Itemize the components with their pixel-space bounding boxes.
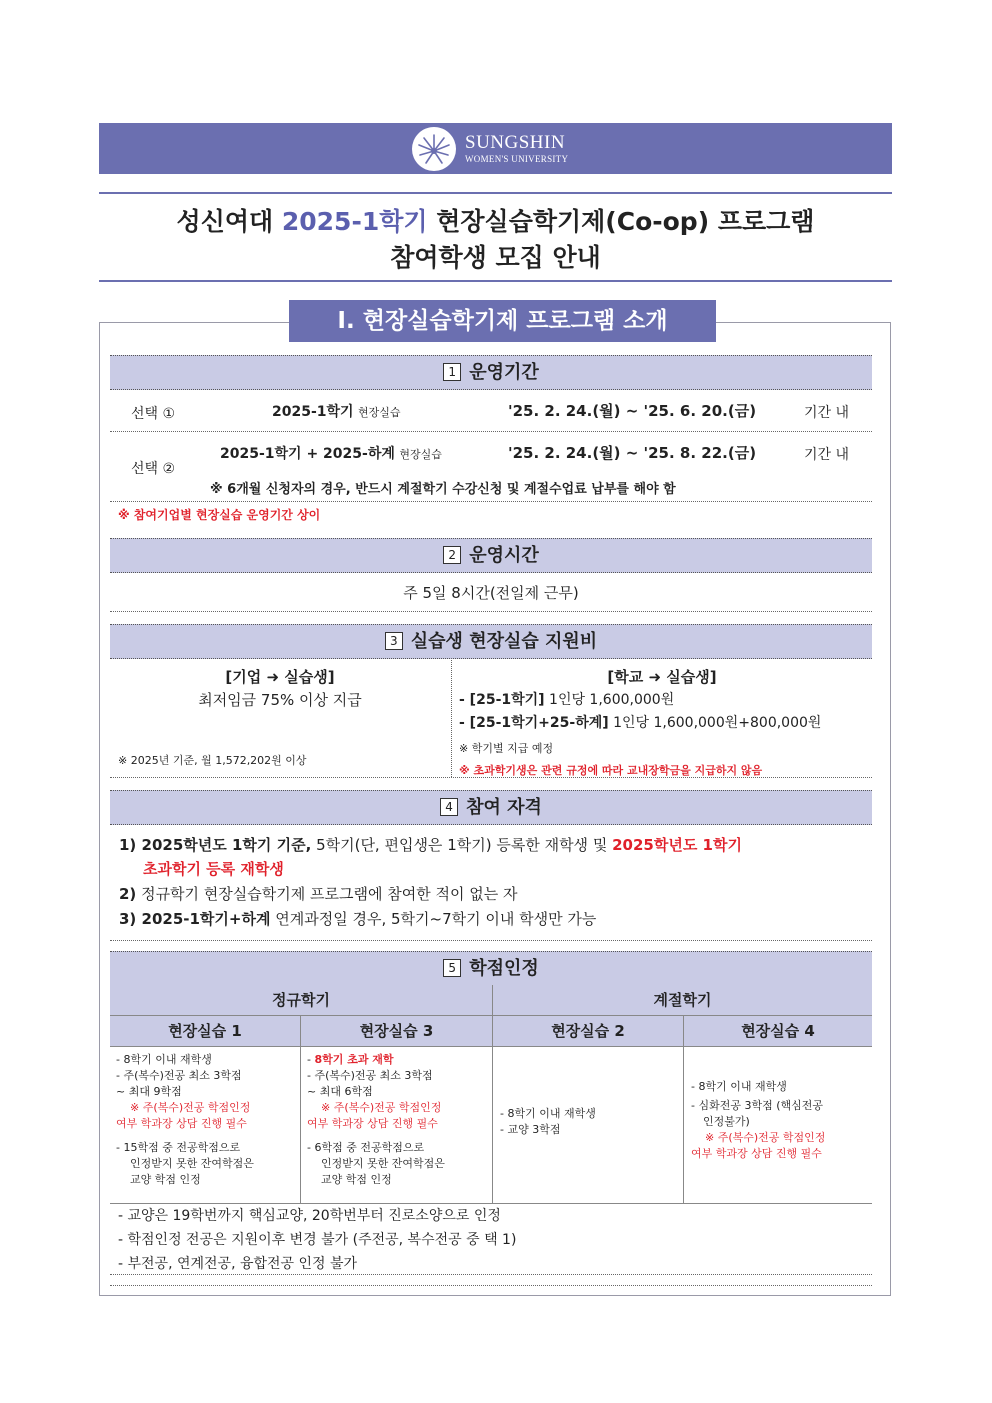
- eligibility-item1-red: 2025학년도 1학기: [612, 836, 742, 854]
- divider: [110, 611, 872, 612]
- support-right-head: [학교 ➜ 실습생]: [607, 668, 717, 686]
- eligibility-number-box: 4: [440, 798, 458, 816]
- divider: [110, 431, 872, 432]
- eligibility-item3-lead: 3) 2025-1학기+하계: [119, 910, 271, 928]
- eligibility-item2-lead: 2): [119, 885, 137, 903]
- support-header: [110, 624, 872, 659]
- logo-name: SUNGSHIN: [465, 132, 566, 153]
- divider: [110, 1285, 872, 1286]
- option1-label: 선택 ①: [131, 406, 176, 422]
- eligibility-item3: [119, 908, 596, 929]
- credit-col2-body: [500, 1106, 596, 1138]
- credit-note-1: - 교양은 19학번까지 핵심교양, 20학번부터 진로소양으로 인정: [118, 1208, 501, 1224]
- credit-col3-red: 여부 학과장 상담 진행 필수: [307, 1117, 438, 1130]
- support-right-line1-label: - [25-1학기]: [459, 692, 545, 708]
- divider: [110, 1274, 872, 1275]
- credit-title: 학점인정: [469, 958, 539, 979]
- eligibility-item1-text: 5학기(단, 편입생은 1학기) 등록한 재학생 및: [316, 836, 608, 854]
- credit-col4-red: ※ 주(복수)전공 학점인정: [705, 1131, 826, 1144]
- credit-note-3: - 부전공, 연계전공, 융합전공 인정 불가: [118, 1256, 358, 1272]
- credit-col4-line: - 심화전공 3학점 (핵심전공: [691, 1099, 824, 1112]
- divider: [110, 1015, 872, 1016]
- credit-col1-line: - 주(복수)전공 최소 3학점: [116, 1069, 242, 1082]
- university-logo-icon: [412, 127, 456, 171]
- credit-divider: [492, 985, 493, 1203]
- support-right-line2-value: 1인당 1,600,000원+800,000원: [613, 715, 822, 731]
- option2-label: 선택 ②: [131, 461, 176, 477]
- option1-term-text: 2025-1학기: [272, 404, 354, 420]
- eligibility-item1: [119, 834, 742, 855]
- credit-col3-line: ~ 최대 6학점: [307, 1085, 373, 1098]
- credit-col4-line: 인정불가): [703, 1115, 750, 1128]
- credit-col4-body: [691, 1079, 825, 1162]
- option1-kind: 현장실습: [358, 406, 401, 419]
- support-right-line1: [459, 689, 674, 709]
- logo-subtitle: WOMEN'S UNIVERSITY: [465, 154, 569, 164]
- eligibility-header: [110, 790, 872, 825]
- title-suffix: 현장실습학기제(Co-op) 프로그램: [436, 207, 815, 236]
- credit-col4-head: 현장실습 4: [684, 1016, 872, 1046]
- hours-text: 주 5일 8시간(전일제 근무): [403, 584, 579, 602]
- support-number-box: 3: [385, 632, 403, 650]
- divider: [110, 777, 872, 778]
- support-left-head: [기업 ➜ 실습생]: [225, 668, 335, 686]
- credit-col1-line: - 8학기 이내 재학생: [116, 1053, 212, 1066]
- credit-divider: [300, 1016, 301, 1203]
- credit-col3-body: [307, 1052, 445, 1188]
- credit-season-head: 계절학기: [493, 985, 872, 1015]
- credit-col3-red: ※ 주(복수)전공 학점인정: [321, 1101, 442, 1114]
- credit-col1-red: 여부 학과장 상담 진행 필수: [116, 1117, 247, 1130]
- period-title: 운영기간: [469, 362, 539, 383]
- credit-col1-line: - 15학점 중 전공학점으로: [116, 1141, 241, 1154]
- credit-col3-line: - 주(복수)전공 최소 3학점: [307, 1069, 433, 1082]
- page-title-line1: [99, 202, 892, 238]
- support-title: 실습생 현장실습 지원비: [410, 631, 598, 652]
- page-title-line2: 참여학생 모집 안내: [390, 243, 601, 272]
- eligibility-item3-text: 연계과정일 경우, 5학기~7학기 이내 학생만 가능: [275, 910, 597, 928]
- title-prefix: 성신여대: [176, 207, 274, 236]
- credit-header: [110, 951, 872, 986]
- credit-col4-line: - 8학기 이내 재학생: [691, 1080, 787, 1093]
- title-divider-bottom: [99, 280, 892, 282]
- option2-kind: 현장실습: [399, 448, 442, 461]
- divider: [110, 501, 872, 502]
- option2-dates: '25. 2. 24.(월) ~ '25. 8. 22.(금): [508, 444, 757, 462]
- title-accent: 2025-1학기: [281, 207, 428, 236]
- credit-col1-line: 교양 학점 인정: [130, 1173, 201, 1186]
- section-title: Ⅰ. 현장실습학기제 프로그램 소개: [289, 300, 716, 342]
- credit-col1-head: 현장실습 1: [110, 1016, 300, 1046]
- option2-tail: 기간 내: [804, 447, 850, 463]
- eligibility-item2-text: 정규학기 현장실습학기제 프로그램에 참여한 적이 없는 자: [141, 885, 518, 903]
- header-banner: [99, 123, 892, 174]
- eligibility-item1-red2: 초과학기 등록 재학생: [143, 860, 284, 878]
- support-right-line1-value: 1인당 1,600,000원: [549, 692, 675, 708]
- support-left-text: 최저임금 75% 이상 지급: [198, 691, 362, 709]
- support-left-note: ※ 2025년 기준, 월 1,572,202원 이상: [118, 754, 307, 767]
- credit-col3-line: 인정받지 못한 잔여학점은: [321, 1157, 445, 1170]
- option1-dates: '25. 2. 24.(월) ~ '25. 6. 20.(금): [508, 402, 757, 420]
- credit-col2-line: - 8학기 이내 재학생: [500, 1107, 596, 1120]
- credit-divider: [683, 1016, 684, 1203]
- credit-col3-red-top: 8학기 초과 재학: [314, 1053, 394, 1066]
- credit-note-2: - 학점인정 전공은 지원이후 변경 불가 (주전공, 복수전공 중 택 1): [118, 1232, 517, 1248]
- support-right-red: ※ 초과학기생은 관련 규정에 따라 교내장학금을 지급하지 않음: [459, 764, 763, 777]
- period-number-box: 1: [443, 363, 461, 381]
- option2-term-text: 2025-1학기 + 2025-하계: [220, 446, 395, 462]
- hours-title: 운영시간: [469, 545, 539, 566]
- support-right-note: ※ 학기별 지급 예정: [459, 742, 554, 755]
- credit-col3-head: 현장실습 3: [301, 1016, 492, 1046]
- credit-col1-line: 인정받지 못한 잔여학점은: [130, 1157, 254, 1170]
- spacer: [307, 1132, 445, 1140]
- eligibility-title: 참여 자격: [466, 797, 542, 818]
- spacer: [116, 1132, 254, 1140]
- divider: [110, 1046, 872, 1047]
- credit-col1-body: [116, 1052, 254, 1188]
- option2-term: [220, 443, 442, 463]
- divider: [110, 1203, 872, 1204]
- title-divider-top: [99, 192, 892, 194]
- credit-col1-red: ※ 주(복수)전공 학점인정: [130, 1101, 251, 1114]
- option1-term: [272, 401, 401, 421]
- credit-col1-line: ~ 최대 9학점: [116, 1085, 182, 1098]
- credit-col4-red: 여부 학과장 상담 진행 필수: [691, 1147, 822, 1160]
- divider: [110, 940, 872, 941]
- option2-note: ※ 6개월 신청자의 경우, 반드시 계절학기 수강신청 및 계절수업료 납부를 해야 함: [210, 482, 676, 497]
- hours-number-box: 2: [443, 546, 461, 564]
- credit-regular-head: 정규학기: [110, 985, 492, 1015]
- credit-col3-line: - 8학기 초과 재학: [307, 1053, 394, 1066]
- hours-header: [110, 538, 872, 573]
- credit-col2-line: - 교양 3학점: [500, 1123, 561, 1136]
- credit-col3-line: - 6학점 중 전공학점으로: [307, 1141, 425, 1154]
- credit-col3-line: 교양 학점 인정: [321, 1173, 392, 1186]
- option1-tail: 기간 내: [804, 405, 850, 421]
- credit-col2-head: 현장실습 2: [493, 1016, 683, 1046]
- credit-number-box: 5: [443, 959, 461, 977]
- support-right-line2: [459, 712, 821, 732]
- eligibility-item2: [119, 883, 517, 904]
- period-red-note: ※ 참여기업별 현장실습 운영기간 상이: [118, 508, 321, 522]
- support-right-line2-label: - [25-1학기+25-하계]: [459, 715, 609, 731]
- eligibility-item1-lead: 1) 2025학년도 1학기 기준,: [119, 836, 312, 854]
- period-header: [110, 355, 872, 390]
